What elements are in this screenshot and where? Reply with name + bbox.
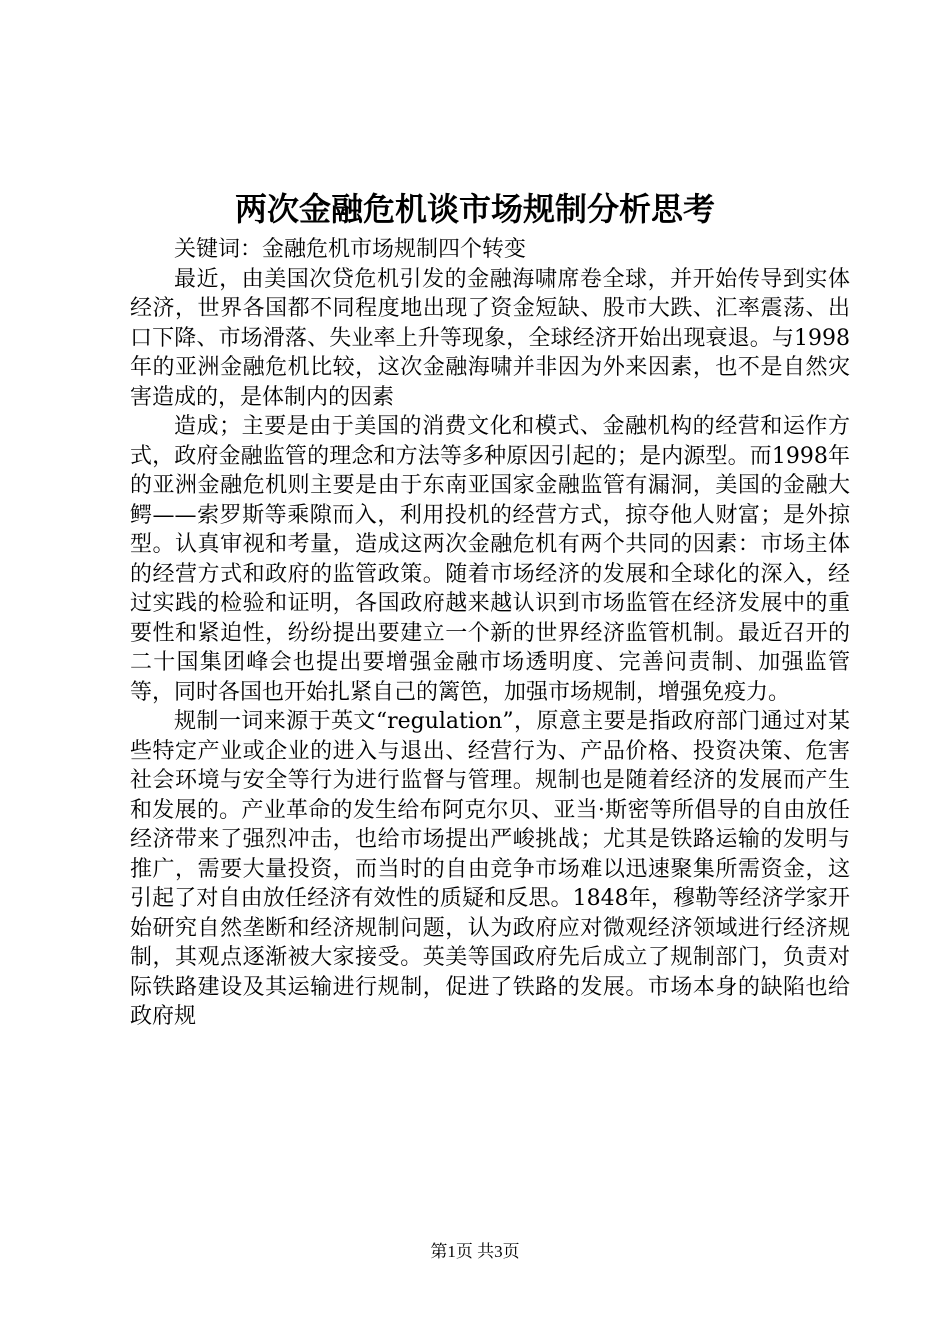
- paragraph-2: 造成；主要是由于美国的消费文化和模式、金融机构的经营和运作方式，政府金融监管的理念和方法等多种原因引起的；是内源型。而1998年的亚洲金融危机则主要是由于东南亚国家金融监管有漏洞，美国的金融大鳄——索罗斯等乘隙而入，利用投机的经营方式，掠夺他人财富；是外掠型。认真审视和考量，造成这两次金融危机有两个共同的因素：市场主体的经营方式和政府的监管政策。随着市场经济的发展和全球化的深入，经过实践的检验和证明，各国政府越来越认识到市场监管在经济发展中的重要性和紧迫性，纷纷提出要建立一个新的世界经济监管机制。最近召开的二十国集团峰会也提出要增强金融市场透明度、完善问责制、加强监管等，同时各国也开始扎紧自己的篱笆，加强市场规制，增强免疫力。: [130, 414, 850, 705]
- paragraph-1: 最近，由美国次贷危机引发的金融海啸席卷全球，并开始传导到实体经济，世界各国都不同程度地出现了资金短缺、股市大跌、汇率震荡、出口下降、市场滑落、失业率上升等现象，全球经济开始出现衰退。与1998年的亚洲金融危机比较，这次金融海啸并非因为外来因素，也不是自然灾害造成的，是体制内的因素: [130, 266, 850, 410]
- document-title: 两次金融危机谈市场规制分析思考: [234, 190, 715, 228]
- paragraph-3: 规制一词来源于英文“regulation”，原意主要是指政府部门通过对某些特定产业或企业的进入与退出、经营行为、产品价格、投资决策、危害社会环境与安全等行为进行监督与管理。规制也是随着经济的发展而产生和发展的。产业革命的发生给布阿克尔贝、亚当·斯密等所倡导的自由放任经济带来了强烈冲击，也给市场提出严峻挑战；尤其是铁路运输的发明与推广，需要大量投资，而当时的自由竞争市场难以迅速聚集所需资金，这引起了对自由放任经济有效性的质疑和反思。1848年，穆勒等经济学家开始研究自然垄断和经济规制问题，认为政府应对微观经济领域进行经济规制，其观点逐渐被大家接受。英美等国政府先后成立了规制部门，负责对际铁路建设及其运输进行规制，促进了铁路的发展。市场本身的缺陷也给政府规: [130, 709, 850, 1029]
- document-body: [130, 235, 850, 1032]
- keywords-line: 关键词：金融危机市场规制四个转变: [174, 237, 527, 262]
- page-number-footer: 第1页 共3页: [430, 1242, 520, 1261]
